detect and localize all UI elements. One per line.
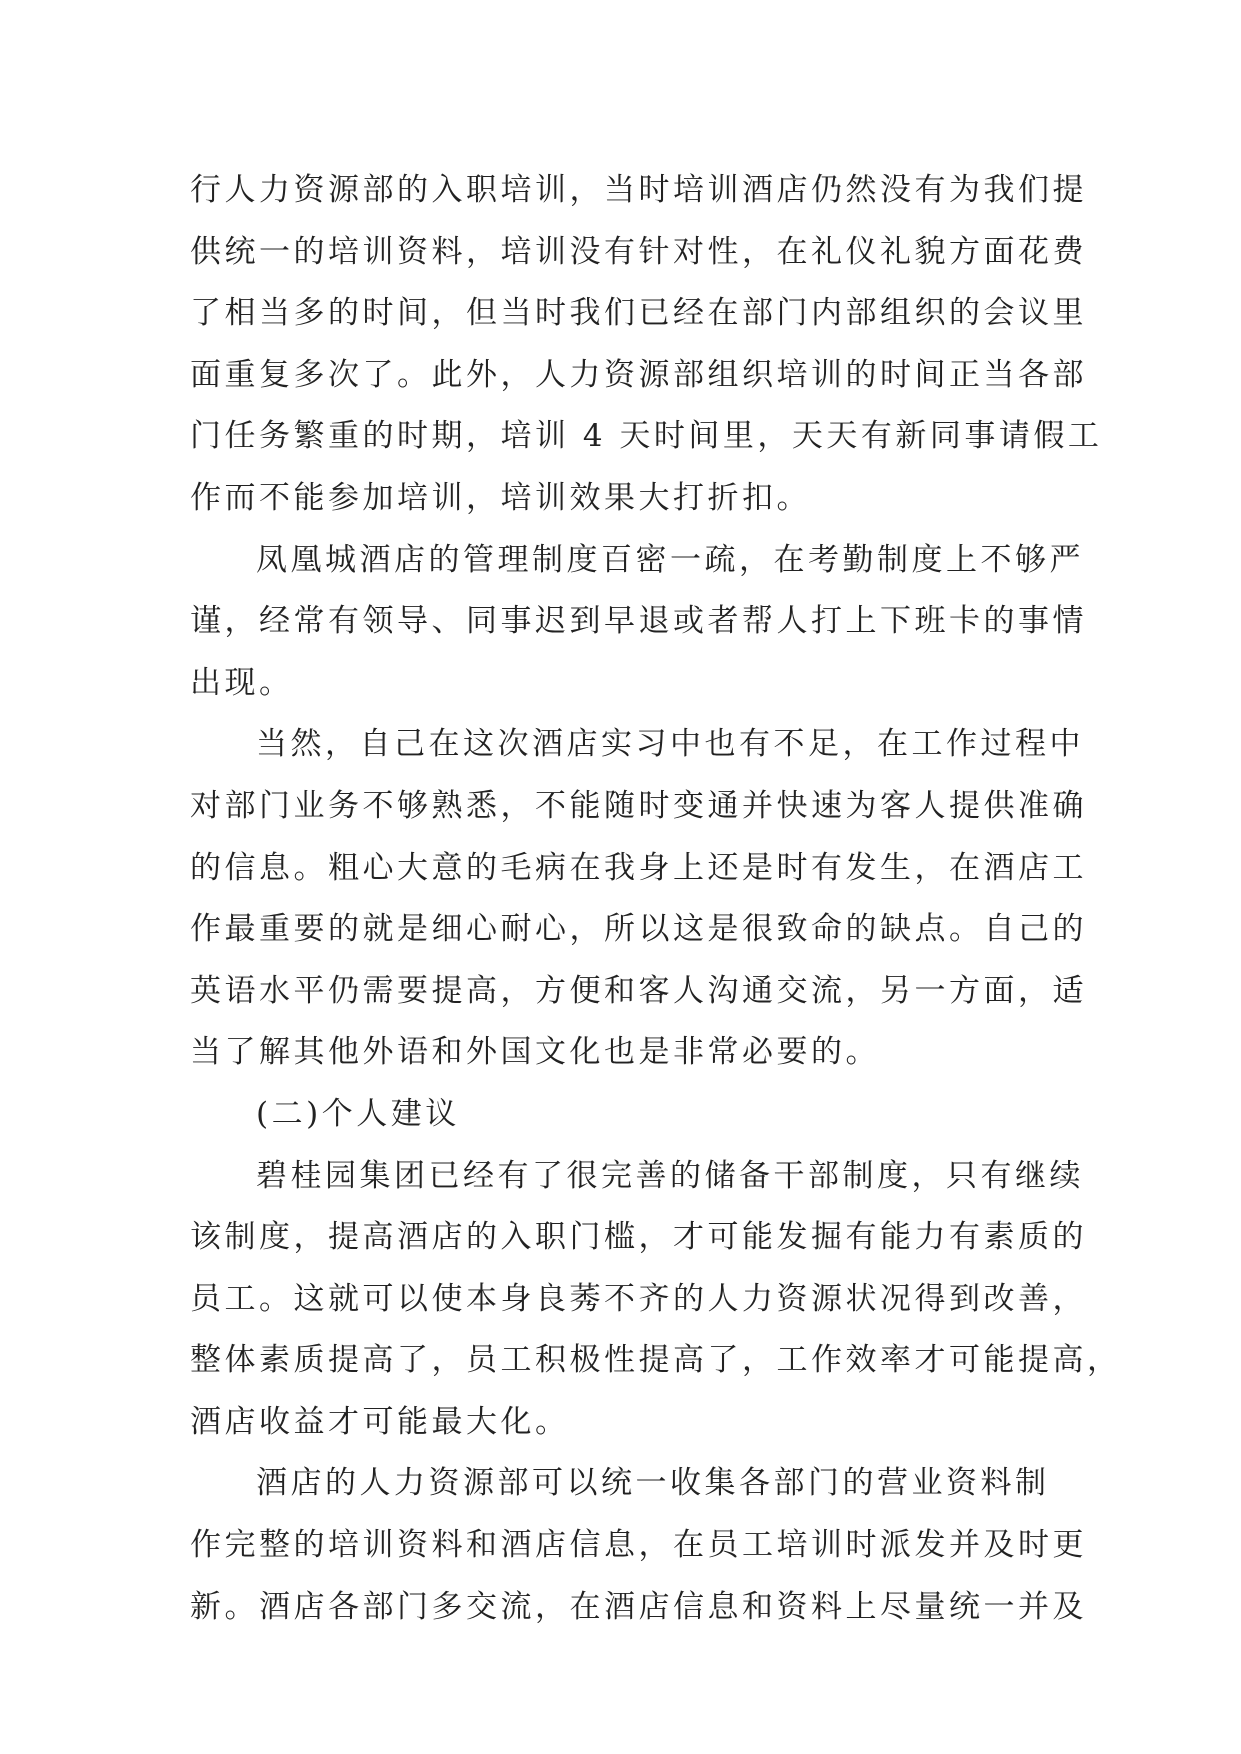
text-line: 出现。 [190,664,294,701]
text-line: 酒店收益才可能最大化。 [190,1403,570,1440]
text-line: 面重复多次了。此外，人力资源部组织培训的时间正当各部 [190,356,1087,393]
text-line: 谨，经常有领导、同事迟到早退或者帮人打上下班卡的事情 [190,603,1087,640]
paragraph-self-shortcomings [190,714,1087,1084]
paragraph-management-system [190,530,1087,715]
paragraph-reserve-cadre [190,1146,1122,1454]
text-line: 酒店的人力资源部可以统一收集各部门的营业资料制 [256,1465,1050,1502]
text-line: 对部门业务不够熟悉，不能随时变通并快速为客人提供准确 [190,787,1087,824]
text-line: 作而不能参加培训，培训效果大打折扣。 [190,479,811,516]
text-line: 门任务繁重的时期，培训 4 天时间里，天天有新同事请假工 [190,418,1103,455]
text-line: 整体素质提高了，员工积极性提高了，工作效率才可能提高， [190,1342,1122,1379]
text-line: 当了解其他外语和外国文化也是非常必要的。 [190,1034,880,1071]
text-line: 碧桂园集团已经有了很完善的储备干部制度，只有继续 [256,1157,1084,1194]
text-line: 作最重要的就是细心耐心，所以这是很致命的缺点。自己的 [190,911,1087,948]
text-line: 供统一的培训资料，培训没有针对性，在礼仪礼貌方面花费 [190,233,1087,270]
text-line: 当然，自己在这次酒店实习中也有不足，在工作过程中 [256,726,1084,763]
text-line: 了相当多的时间，但当时我们已经在部门内部组织的会议里 [190,295,1087,332]
section-heading: (二)个人建议 [256,1095,460,1132]
text-line: 员工。这就可以使本身良莠不齐的人力资源状况得到改善， [190,1280,1087,1317]
document-body [190,160,1122,1638]
text-line: 作完整的培训资料和酒店信息，在员工培训时派发并及时更 [190,1527,1087,1564]
text-line: 新。酒店各部门多交流，在酒店信息和资料上尽量统一并及 [190,1588,1087,1625]
text-line: 凤凰城酒店的管理制度百密一疏，在考勤制度上不够严 [256,541,1084,578]
text-line: 该制度，提高酒店的入职门槛，才可能发掘有能力有素质的 [190,1219,1087,1256]
text-line: 的信息。粗心大意的毛病在我身上还是时有发生，在酒店工 [190,849,1087,886]
paragraph-hr-materials [190,1453,1087,1638]
text-line: 英语水平仍需要提高，方便和客人沟通交流，另一方面，适 [190,972,1087,1009]
paragraph-training-issues [190,160,1103,530]
text-line: 行人力资源部的入职培训，当时培训酒店仍然没有为我们提 [190,172,1087,208]
section-heading-personal-suggestions [190,1084,1050,1146]
